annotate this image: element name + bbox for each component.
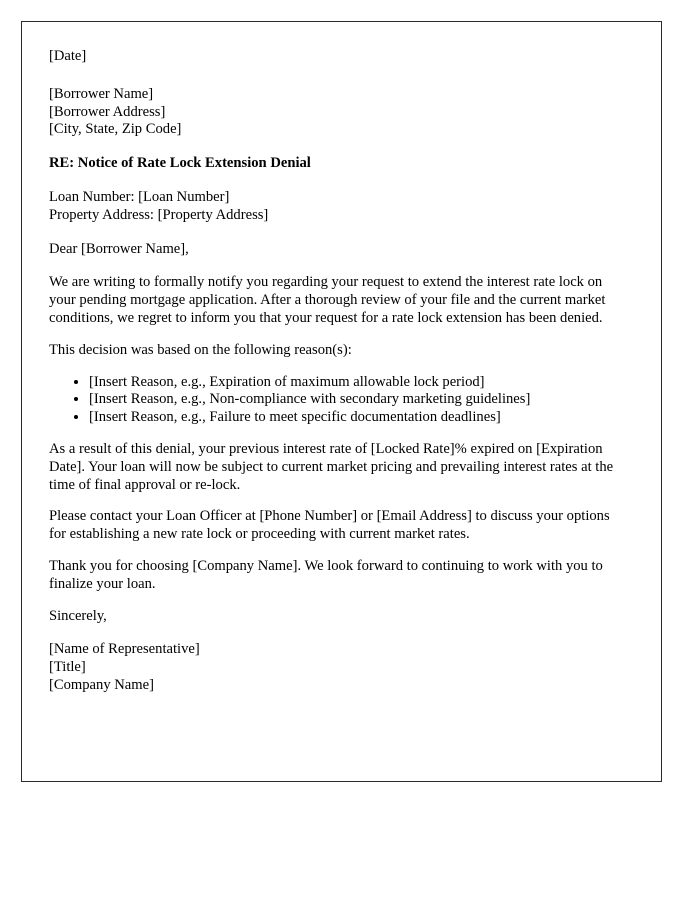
loan-number-line: Loan Number: [Loan Number]: [49, 188, 230, 205]
body-paragraph-4: Please contact your Loan Officer at [Phone Number] or [Email Address] to discuss your options for establishing a new rate lock or proceeding with current market rates.: [49, 508, 610, 543]
recipient-address-line: [Borrower Address]: [49, 103, 166, 120]
closing-text: Sincerely,: [49, 607, 107, 624]
recipient-address-block: [49, 86, 621, 139]
spacer-after-salutation: [49, 258, 621, 274]
signer-company-line: [Company Name]: [49, 676, 154, 693]
list-item: • [Insert Reason, e.g., Expiration of maximum allowable lock period]: [89, 374, 621, 392]
spacer-paragraph-1-2: [49, 328, 621, 342]
spacer-after-subject: [49, 173, 621, 189]
spacer-paragraph-3-4: [49, 494, 621, 508]
property-address-line: Property Address: [Property Address]: [49, 206, 269, 223]
salutation-block: [49, 241, 621, 259]
body-paragraph-3: As a result of this denial, your previous interest rate of [Locked Rate]% expired on [Expiration Date]. Your loan will now be subject to current market pricing and prevailing interest rates at the time of final approval or re-lock.: [49, 440, 614, 493]
list-item: • [Insert Reason, e.g., Non-compliance with secondary marketing guidelines]: [89, 391, 621, 409]
recipient-city-state-zip-line: [City, State, Zip Code]: [49, 121, 182, 138]
signature-block: [49, 641, 621, 694]
body-paragraph-5: Thank you for choosing [Company Name]. We look forward to continuing to work with you to finalize your loan.: [49, 557, 603, 592]
subject-line-text: RE: Notice of Rate Lock Extension Denial: [49, 155, 311, 172]
recipient-name-line: [Borrower Name]: [49, 85, 154, 102]
spacer-signature: [49, 625, 621, 641]
spacer-before-subject: [49, 139, 621, 155]
document-page-border: [21, 21, 662, 782]
body-paragraph-2: This decision was based on the following reason(s):: [49, 341, 352, 358]
spacer-before-closing: [49, 594, 621, 608]
signer-title-line: [Title]: [49, 659, 86, 676]
salutation-text: Dear [Borrower Name],: [49, 240, 189, 257]
closing-block: [49, 608, 621, 626]
spacer-before-salutation: [49, 225, 621, 241]
denial-reason-list: [49, 374, 621, 427]
spacer-after-reason-list: [49, 427, 621, 441]
date-placeholder: [Date]: [49, 48, 87, 64]
spacer-after-date: [49, 66, 621, 86]
signer-name-line: [Name of Representative]: [49, 641, 200, 658]
spacer-before-reason-list: [49, 360, 621, 374]
spacer-paragraph-4-5: [49, 544, 621, 558]
date-block: [49, 48, 621, 66]
list-item: • [Insert Reason, e.g., Failure to meet specific documentation deadlines]: [89, 409, 621, 427]
subject-heading: [49, 155, 621, 173]
body-paragraph-1: We are writing to formally notify you regarding your request to extend the interest rate lock on your pending mortgage application. After a thorough review of your file and the current market conditions, we regret to inform you that your request for a rate lock extension has been denied.: [49, 274, 606, 326]
letter-content: [49, 48, 621, 695]
loan-reference-block: [49, 189, 621, 225]
